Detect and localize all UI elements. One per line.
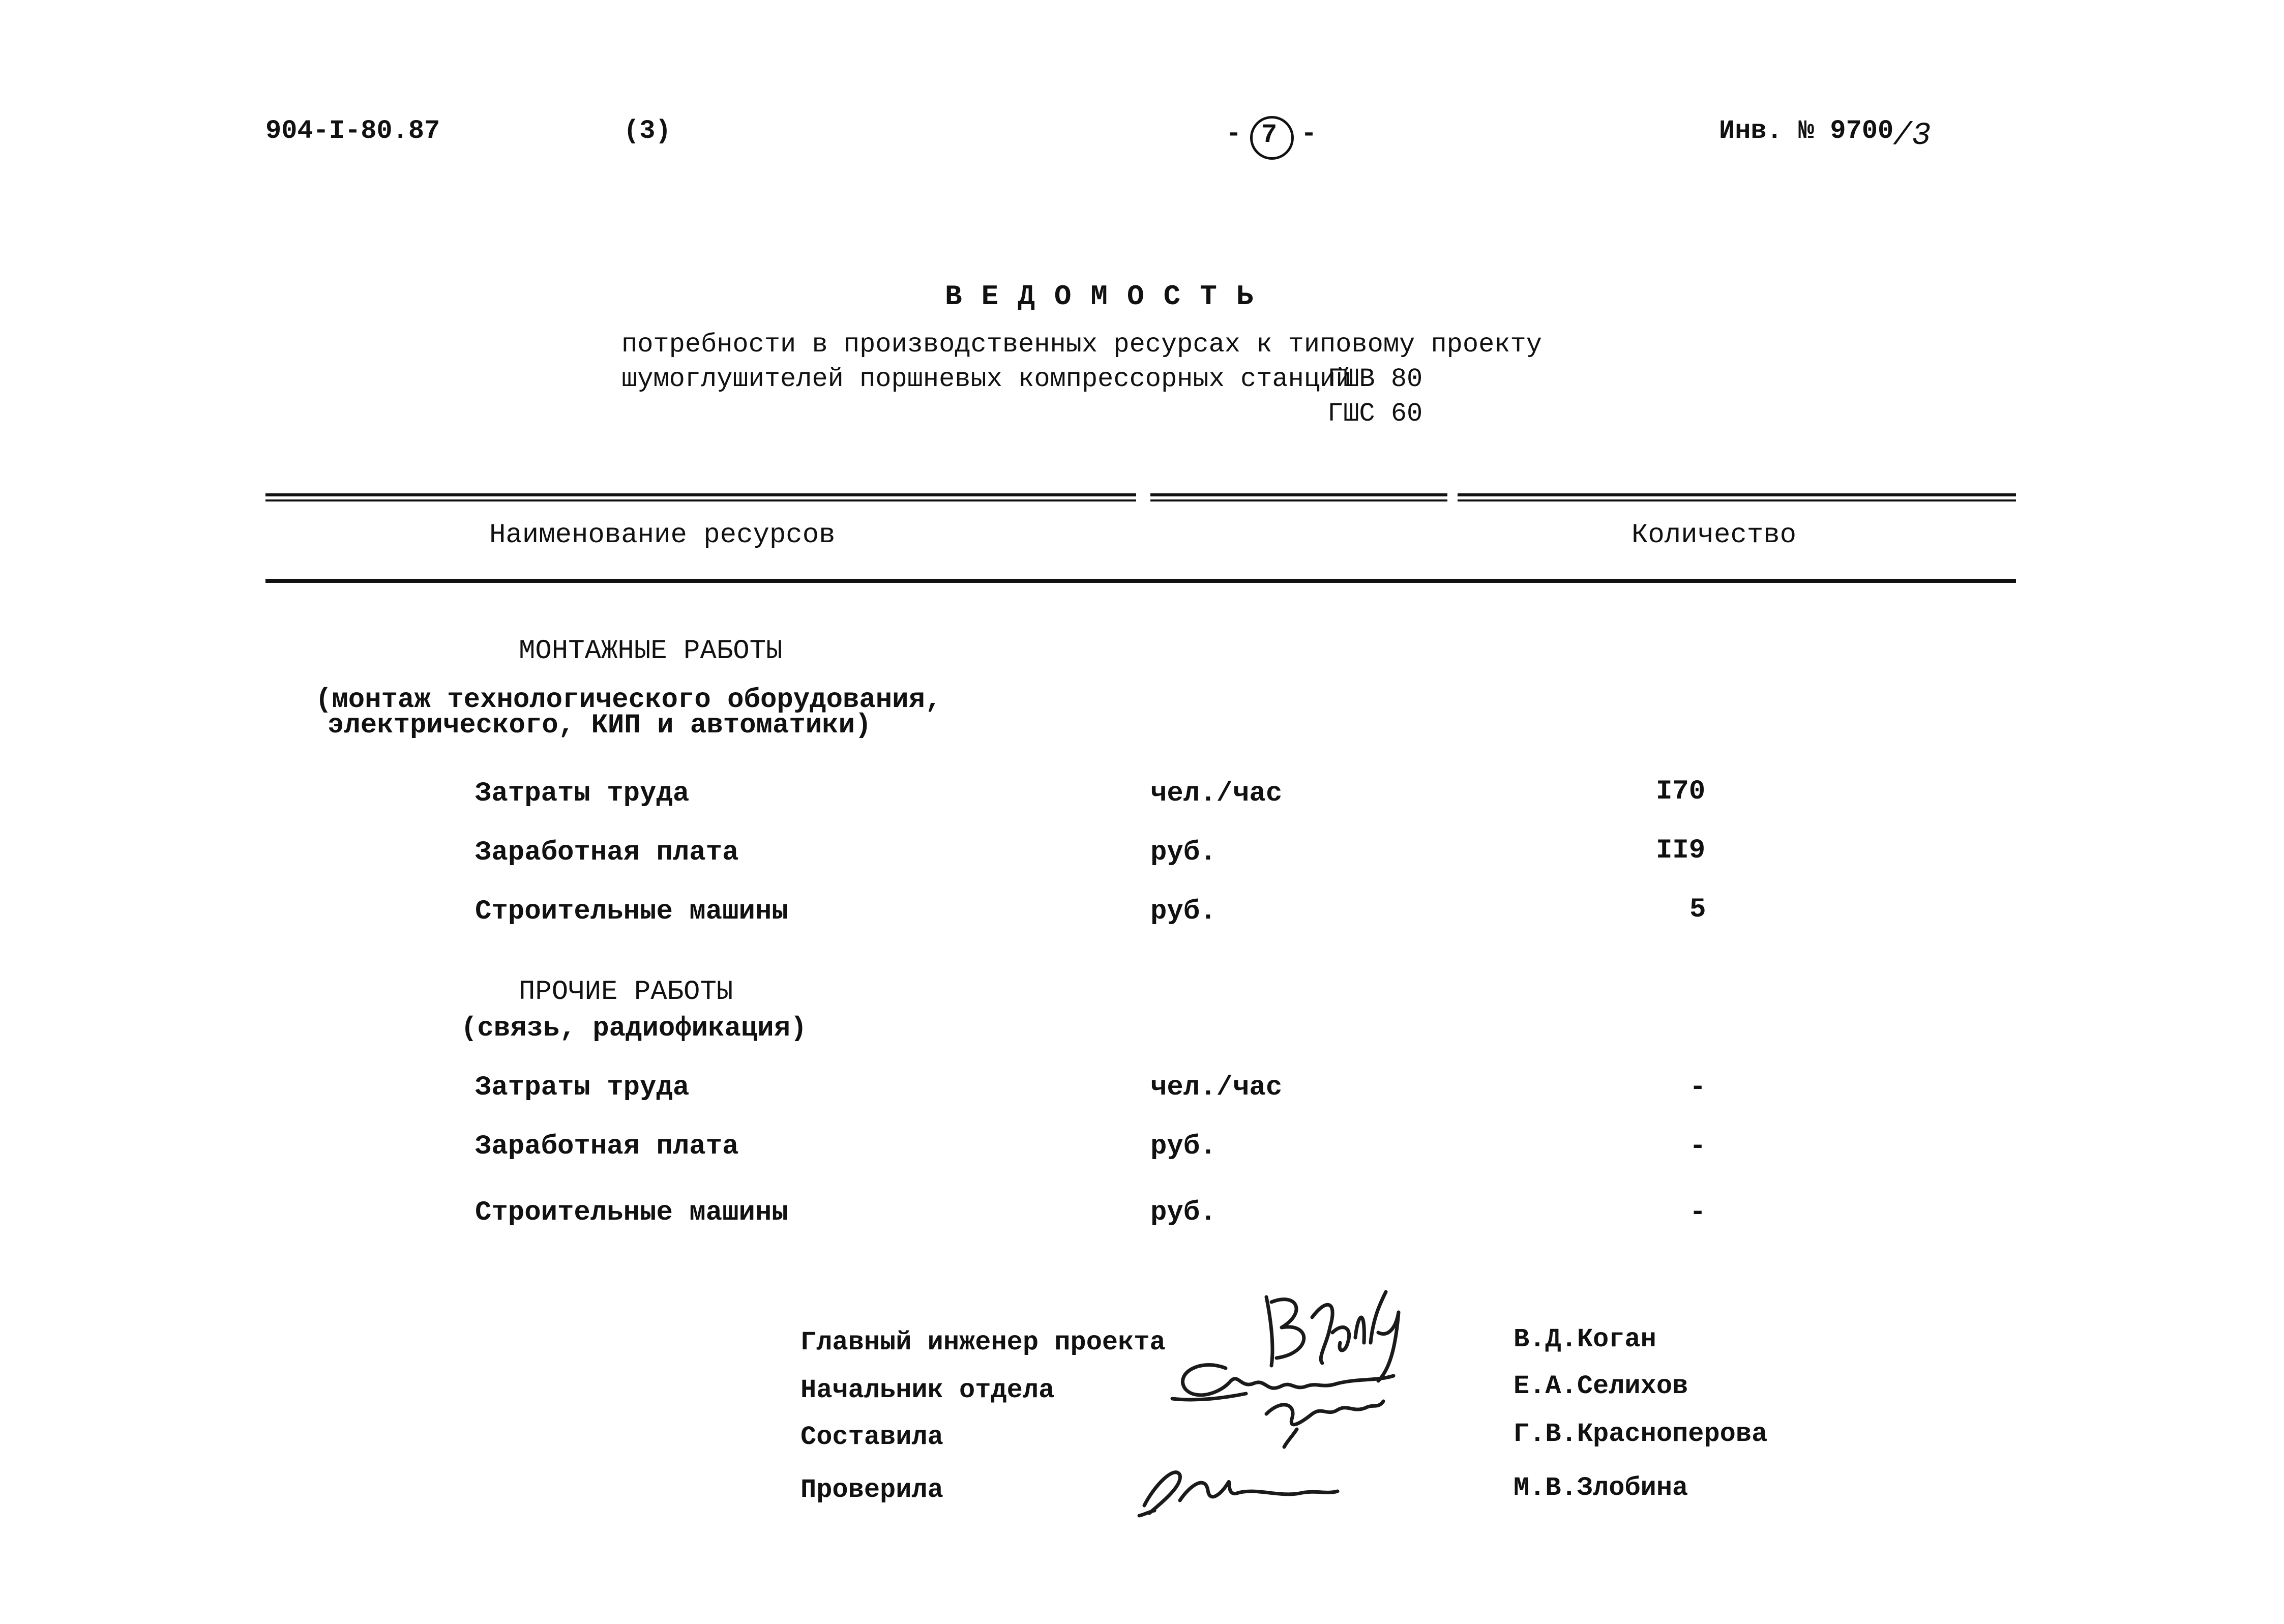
handwritten-signature-2 bbox=[1165, 1353, 1419, 1439]
section-title-installation: МОНТАЖНЫЕ РАБОТЫ bbox=[519, 636, 783, 667]
table-top-rule-2b bbox=[1150, 499, 1447, 501]
row-unit: руб. bbox=[1150, 896, 1217, 927]
row-name: Затраты труда bbox=[475, 778, 690, 809]
signature-role: Начальник отдела bbox=[800, 1375, 1055, 1405]
model-code-2: ГШС 60 bbox=[1327, 399, 1423, 429]
title-line-2: шумоглушителей поршневых компрессорных станций bbox=[621, 364, 1352, 394]
table-top-rule-3 bbox=[1458, 493, 2016, 496]
inventory-suffix: /3 bbox=[1893, 117, 1931, 154]
section-note-line-1: (связь, радиофикация) bbox=[461, 1013, 807, 1044]
part-number: (3) bbox=[624, 116, 671, 146]
row-unit: чел./час bbox=[1150, 1072, 1283, 1103]
document-title: ВЕДОМОСТЬ bbox=[945, 280, 1273, 313]
row-name: Строительные машины bbox=[475, 896, 788, 927]
table-top-rule-1b bbox=[265, 499, 1136, 501]
row-name: Затраты труда bbox=[475, 1072, 690, 1103]
row-quantity: II9 bbox=[1656, 835, 1706, 866]
row-unit: руб. bbox=[1150, 837, 1217, 868]
row-unit: руб. bbox=[1150, 1197, 1217, 1228]
signature-role: Проверила bbox=[800, 1475, 943, 1505]
table-top-rule-2 bbox=[1150, 493, 1447, 496]
page-number-dash-right: - bbox=[1301, 119, 1317, 149]
row-name: Строительные машины bbox=[475, 1197, 788, 1228]
row-quantity: - bbox=[1689, 1131, 1706, 1162]
handwritten-signature-3 bbox=[1134, 1455, 1348, 1521]
table-top-rule-3b bbox=[1458, 499, 2016, 501]
page-number: 7 bbox=[1261, 120, 1278, 150]
page-number-dash-left: - bbox=[1226, 119, 1242, 149]
row-quantity: 5 bbox=[1689, 894, 1706, 925]
column-header-name: Наименование ресурсов bbox=[489, 520, 836, 551]
row-unit: руб. bbox=[1150, 1131, 1217, 1162]
table-top-rule-1 bbox=[265, 493, 1136, 496]
inventory-number: Инв. № 9700 bbox=[1719, 116, 1894, 146]
table-header-bottom-rule bbox=[265, 579, 2016, 583]
row-quantity: - bbox=[1689, 1197, 1706, 1228]
row-quantity: - bbox=[1689, 1072, 1706, 1103]
signature-role: Главный инженер проекта bbox=[800, 1327, 1166, 1357]
column-header-quantity: Количество bbox=[1632, 520, 1797, 551]
signature-role: Составила bbox=[800, 1422, 943, 1452]
doc-code: 904-I-80.87 bbox=[265, 116, 440, 146]
signature-name: Е.А.Селихов bbox=[1514, 1371, 1688, 1401]
row-name: Заработная плата bbox=[475, 837, 739, 868]
title-line-1: потребности в производственных ресурсах к типовому проекту bbox=[621, 330, 1542, 360]
section-title-other: ПРОЧИЕ РАБОТЫ bbox=[519, 977, 733, 1008]
row-quantity: I70 bbox=[1656, 776, 1706, 807]
model-code-1: ГШВ 80 bbox=[1327, 364, 1423, 394]
signature-name: В.Д.Коган bbox=[1514, 1324, 1656, 1354]
section-note-line-1: (монтаж технологического оборудования, bbox=[315, 685, 942, 716]
section-note-line-2: электрического, КИП и автоматики) bbox=[328, 710, 872, 741]
row-name: Заработная плата bbox=[475, 1131, 739, 1162]
row-unit: чел./час bbox=[1150, 778, 1283, 809]
signature-name: М.В.Злобина bbox=[1514, 1473, 1688, 1503]
signature-name: Г.В.Красноперова bbox=[1514, 1419, 1768, 1449]
